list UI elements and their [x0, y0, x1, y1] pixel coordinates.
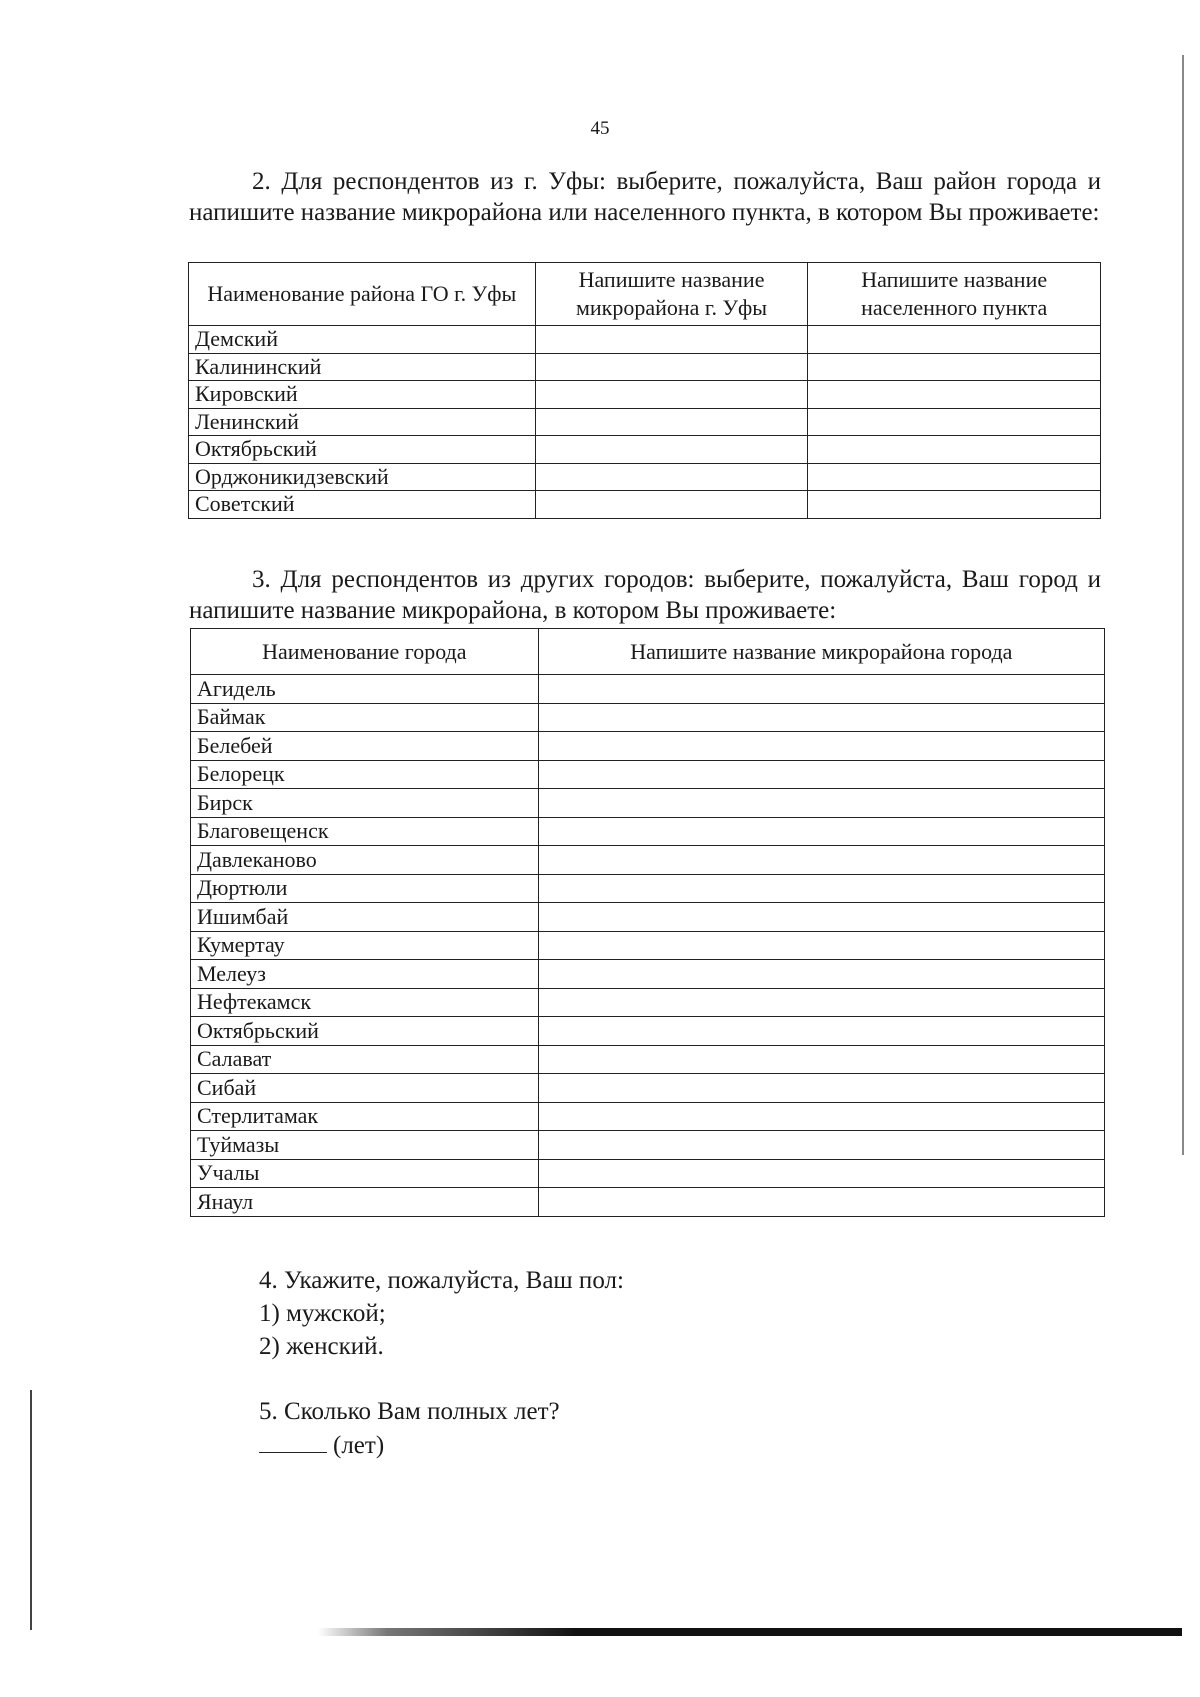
city-microdistrict-input-cell[interactable] — [538, 960, 1104, 989]
cities-table — [190, 628, 1105, 1217]
table-row — [191, 789, 1105, 818]
city-microdistrict-input-cell[interactable] — [538, 1102, 1104, 1131]
city-microdistrict-input-cell[interactable] — [538, 817, 1104, 846]
settlement-input-cell[interactable] — [808, 463, 1101, 491]
age-answer-line — [259, 1428, 560, 1462]
settlement-input-cell[interactable] — [808, 408, 1101, 436]
city-name: Давлеканово — [191, 846, 539, 875]
table-row — [191, 1102, 1105, 1131]
table-row — [191, 960, 1105, 989]
table-row — [191, 931, 1105, 960]
city-microdistrict-input-cell[interactable] — [538, 1017, 1104, 1046]
table-row — [191, 760, 1105, 789]
table-row — [191, 732, 1105, 761]
settlement-input-cell[interactable] — [808, 353, 1101, 381]
city-microdistrict-input-cell[interactable] — [538, 1045, 1104, 1074]
city-name: Сибай — [191, 1074, 539, 1103]
age-unit-label: (лет) — [333, 1432, 385, 1459]
city-name: Баймак — [191, 703, 539, 732]
cities-table-header — [191, 629, 1105, 675]
microdistrict-input-cell[interactable] — [535, 381, 808, 409]
microdistrict-input-cell[interactable] — [535, 326, 808, 354]
city-name: Кумертау — [191, 931, 539, 960]
table-row — [191, 988, 1105, 1017]
table-row — [189, 353, 1101, 381]
district-name: Кировский — [189, 381, 536, 409]
city-name: Белорецк — [191, 760, 539, 789]
city-microdistrict-input-cell[interactable] — [538, 1159, 1104, 1188]
question-2-label: 2. Для респондентов из г. Уфы: выберите, пожалуйста, Ваш район города и напишите название микрорайона или населенного пункта, в котором Вы проживаете: — [189, 168, 1101, 226]
question-5-label: 5. Сколько Вам полных лет? — [259, 1398, 560, 1425]
city-microdistrict-input-cell[interactable] — [538, 903, 1104, 932]
city-name: Агидель — [191, 675, 539, 704]
table-row — [191, 1045, 1105, 1074]
table-row — [191, 1074, 1105, 1103]
city-microdistrict-input-cell[interactable] — [538, 732, 1104, 761]
page-number: 45 — [590, 118, 610, 139]
question-5 — [259, 1395, 560, 1462]
microdistrict-input-cell[interactable] — [535, 436, 808, 464]
table-row — [189, 408, 1101, 436]
scan-edge-right — [1182, 55, 1184, 1155]
header-city: Наименование города — [191, 629, 539, 675]
question-3-label: 3. Для респондентов из других городов: выберите, пожалуйста, Ваш город и напишите название микрорайона, в котором Вы проживаете: — [189, 566, 1101, 624]
city-name: Октябрьский — [191, 1017, 539, 1046]
microdistrict-input-cell[interactable] — [535, 491, 808, 519]
city-microdistrict-input-cell[interactable] — [538, 1188, 1104, 1217]
city-microdistrict-input-cell[interactable] — [538, 1074, 1104, 1103]
header-microdistrict: Напишите название микрорайона г. Уфы — [535, 263, 808, 326]
settlement-input-cell[interactable] — [808, 381, 1101, 409]
city-name: Дюртюли — [191, 874, 539, 903]
city-name: Стерлитамак — [191, 1102, 539, 1131]
city-name: Ишимбай — [191, 903, 539, 932]
city-microdistrict-input-cell[interactable] — [538, 931, 1104, 960]
question-2-text — [189, 166, 1101, 228]
city-microdistrict-input-cell[interactable] — [538, 760, 1104, 789]
table-row — [191, 1131, 1105, 1160]
microdistrict-input-cell[interactable] — [535, 463, 808, 491]
table-row — [189, 326, 1101, 354]
table-row — [191, 874, 1105, 903]
table-row — [191, 846, 1105, 875]
city-name: Бирск — [191, 789, 539, 818]
city-microdistrict-input-cell[interactable] — [538, 675, 1104, 704]
table-row — [189, 463, 1101, 491]
scan-edge-left — [30, 1390, 32, 1630]
district-name: Демский — [189, 326, 536, 354]
ufa-table-header — [189, 263, 1101, 326]
header-city-microdistrict: Напишите название микрорайона города — [538, 629, 1104, 675]
city-microdistrict-input-cell[interactable] — [538, 1131, 1104, 1160]
settlement-input-cell[interactable] — [808, 491, 1101, 519]
district-name: Октябрьский — [189, 436, 536, 464]
age-blank-field[interactable] — [259, 1428, 327, 1453]
gender-option-male[interactable]: 1) мужской; — [259, 1300, 386, 1327]
header-settlement: Напишите название населенного пункта — [808, 263, 1101, 326]
question-3-text — [189, 564, 1101, 626]
scan-edge-bottom — [318, 1628, 1182, 1636]
table-row — [191, 675, 1105, 704]
city-microdistrict-input-cell[interactable] — [538, 703, 1104, 732]
table-row — [191, 1188, 1105, 1217]
table-row — [189, 491, 1101, 519]
city-name: Нефтекамск — [191, 988, 539, 1017]
question-4-label: 4. Укажите, пожалуйста, Ваш пол: — [259, 1267, 624, 1294]
microdistrict-input-cell[interactable] — [535, 353, 808, 381]
microdistrict-input-cell[interactable] — [535, 408, 808, 436]
city-microdistrict-input-cell[interactable] — [538, 846, 1104, 875]
table-row — [189, 436, 1101, 464]
table-row — [191, 1017, 1105, 1046]
city-microdistrict-input-cell[interactable] — [538, 874, 1104, 903]
header-district: Наименование района ГО г. Уфы — [189, 263, 536, 326]
city-name: Белебей — [191, 732, 539, 761]
question-4 — [259, 1264, 624, 1363]
city-microdistrict-input-cell[interactable] — [538, 789, 1104, 818]
district-name: Орджоникидзевский — [189, 463, 536, 491]
city-name: Благовещенск — [191, 817, 539, 846]
ufa-districts-table — [188, 262, 1101, 519]
table-row — [191, 703, 1105, 732]
gender-option-female[interactable]: 2) женский. — [259, 1333, 384, 1360]
district-name: Ленинский — [189, 408, 536, 436]
district-name: Калининский — [189, 353, 536, 381]
table-row — [191, 817, 1105, 846]
city-name: Туймазы — [191, 1131, 539, 1160]
settlement-input-cell[interactable] — [808, 326, 1101, 354]
city-name: Мелеуз — [191, 960, 539, 989]
city-name: Учалы — [191, 1159, 539, 1188]
city-name: Янаул — [191, 1188, 539, 1217]
city-name: Салават — [191, 1045, 539, 1074]
table-row — [191, 1159, 1105, 1188]
table-row — [189, 381, 1101, 409]
table-row — [191, 903, 1105, 932]
settlement-input-cell[interactable] — [808, 436, 1101, 464]
district-name: Советский — [189, 491, 536, 519]
city-microdistrict-input-cell[interactable] — [538, 988, 1104, 1017]
